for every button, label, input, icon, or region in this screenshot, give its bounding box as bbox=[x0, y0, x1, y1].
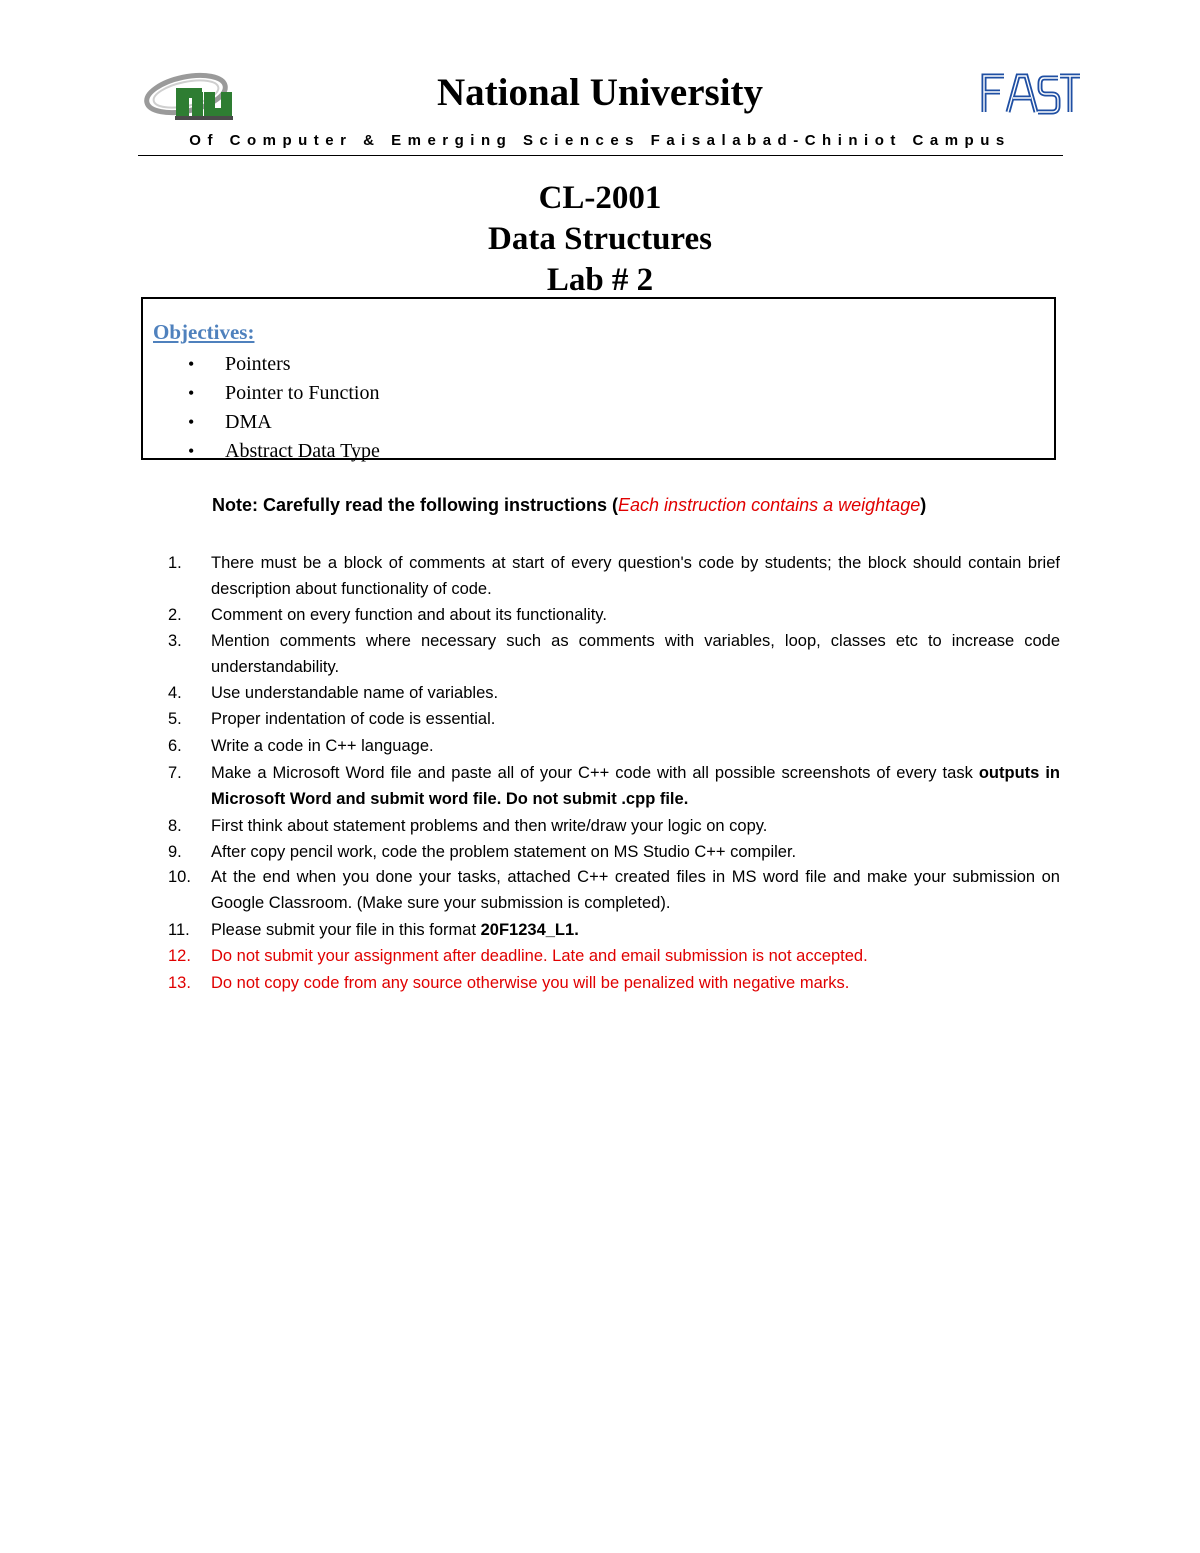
instruction-item: 9. After copy pencil work, code the problem statement on MS Studio C++ compiler. bbox=[168, 843, 797, 861]
bullet-icon: • bbox=[188, 354, 195, 374]
instruction-item: 11. Please submit your file in this format 20F1234_L1. bbox=[168, 921, 579, 939]
bullet-icon: • bbox=[188, 441, 195, 461]
course-code: CL-2001 bbox=[538, 180, 662, 216]
instructions-note: Note: Carefully read the following instructions (Each instruction contains a weightage) bbox=[212, 495, 927, 515]
lab-number: Lab # 2 bbox=[546, 262, 654, 298]
instruction-item: 5. Proper indentation of code is essential. bbox=[168, 710, 496, 728]
fast-logo-icon bbox=[980, 70, 1082, 116]
instruction-item: 2. Comment on every function and about its functionality. bbox=[168, 606, 607, 624]
instruction-item: 3. Mention comments where necessary such as comments with variables, loop, classes etc to increase code understandability. bbox=[168, 632, 1060, 676]
instruction-item: 6. Write a code in C++ language. bbox=[168, 737, 434, 755]
university-subtitle: Of Computer & Emerging Sciences Faisalabad-Chiniot Campus bbox=[189, 132, 1011, 149]
instruction-item: 13. Do not copy code from any source otherwise you will be penalized with negative marks. bbox=[168, 974, 850, 992]
objectives-title: Objectives: bbox=[153, 320, 255, 344]
instruction-item: 10. At the end when you done your tasks, attached C++ created files in MS word file and make your submission on Google Classroom. (Make sure your submission is completed). bbox=[168, 868, 1060, 912]
instruction-item: 1. There must be a block of comments at start of every question's code by students; the block should contain brief description about functionality of code. bbox=[168, 554, 1060, 598]
instruction-item: 7. Make a Microsoft Word file and paste all of your C++ code with all possible screenshots of every task outputs in Microsoft Word and submit word file. Do not submit .cpp file. bbox=[168, 764, 1060, 808]
bullet-icon: • bbox=[188, 412, 195, 432]
bullet-icon: • bbox=[188, 383, 195, 403]
instruction-item: 12. Do not submit your assignment after deadline. Late and email submission is not accepted. bbox=[168, 947, 868, 965]
instruction-item: 8. First think about statement problems and then write/draw your logic on copy. bbox=[168, 817, 768, 835]
course-name: Data Structures bbox=[488, 221, 712, 257]
instruction-item: 4. Use understandable name of variables. bbox=[168, 684, 499, 702]
objectives-box: Objectives: • Pointers • Pointer to Function • DMA • Abstract Data Type bbox=[141, 297, 1056, 460]
header-divider bbox=[138, 155, 1063, 156]
university-title: National University bbox=[436, 71, 764, 114]
